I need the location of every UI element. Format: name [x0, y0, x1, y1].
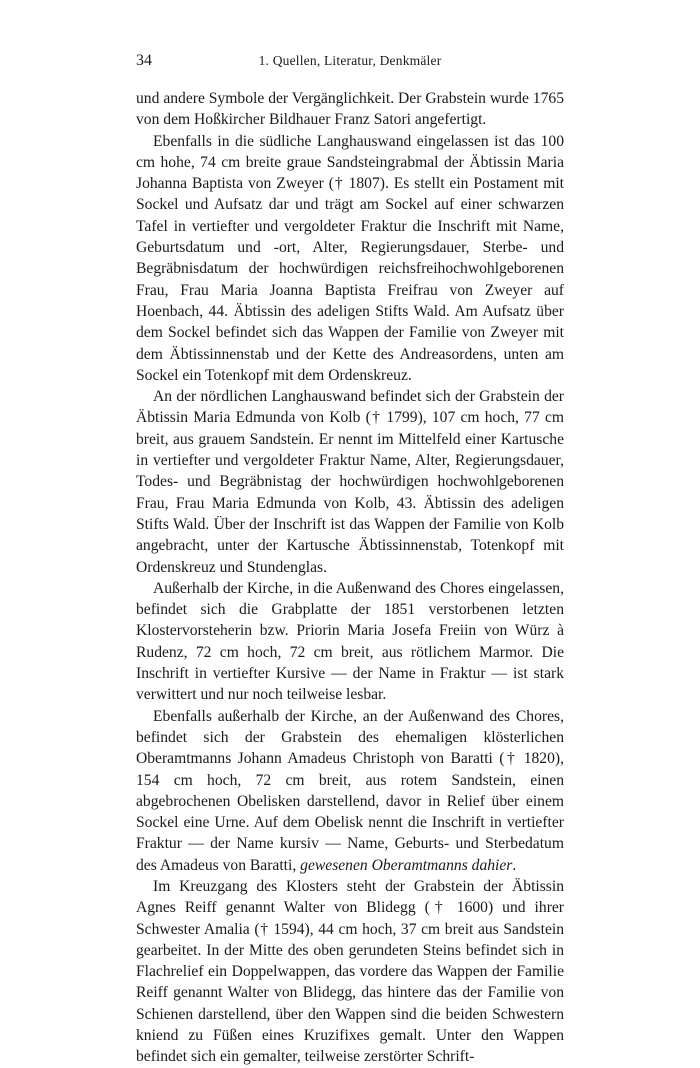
paragraph-text-end: .: [512, 856, 517, 874]
body-text: [136, 88, 564, 1068]
paragraph: und andere Symbole der Vergänglichkeit. Der Grabstein wurde 1765 von dem Hoßkircher Bildhauer Franz Satori angefertigt.: [136, 90, 564, 129]
page-header: [136, 52, 564, 74]
paragraph: Im Kreuzgang des Klosters steht der Grabstein der Äbtissin Agnes Reiff genannt Walter von Blidegg († 1600) und ihrer Schwester Amalia († 1594), 44 cm hoch, 37 cm breit aus Sandstein gearbeitet. In der Mitte des oben gerundeten Steins befindet sich in Flachrelief ein Doppelwappen, das vordere das Wappen der Familie Reiff genannt Walter von Blidegg, das hintere das der Familie von Schienen darstellend, über den Wappen sind die beiden Schwestern kniend zu Füßen eines Kruzifixes gemalt. Unter den Wappen befindet sich ein gemalter, teilweise zerstörter Schrift-: [136, 877, 564, 1066]
paragraph-text: Ebenfalls außerhalb der Kirche, an der Außenwand des Chores, befindet sich der Grabstein des ehemaligen klösterlichen Oberamtmanns Johann Amadeus Christoph von Baratti († 1820), 154 cm hoch, 72 cm breit, aus rotem Sandstein, einen abgebrochenen Obelisken darstellend, davor in Relief über einem Sockel eine Urne. Auf dem Obelisk nennt die Inschrift in vertiefter Fraktur — der Name kursiv — Name, Geburts- und Sterbedatum des Amadeus von Baratti,: [136, 707, 564, 874]
running-head: 1. Quellen, Literatur, Denkmäler: [258, 53, 442, 68]
paragraph: An der nördlichen Langhauswand befindet sich der Grabstein der Äbtissin Maria Edmunda von Kolb († 1799), 107 cm hoch, 77 cm breit, aus grauem Sandstein. Er nennt im Mittelfeld einer Kartusche in vertiefter und vergoldeter Fraktur Name, Alter, Regierungsdauer, Todes- und Begräbnistag der hochwürdigen hochwohlgeborenen Frau, Frau Maria Edmunda von Kolb, 43. Äbtissin des adeligen Stifts Wald. Über der Inschrift ist das Wappen der Familie von Kolb angebracht, unter der Kartusche Äbtissinnenstab, Totenkopf mit Ordenskreuz und Stundenglas.: [136, 388, 564, 576]
italic-emphasis: gewesenen Oberamtmanns dahier: [300, 856, 513, 874]
paragraph: Außerhalb der Kirche, in die Außenwand des Chores eingelassen, befindet sich die Grabplatte der 1851 verstorbenen letzten Klostervorsteherin bzw. Priorin Maria Josefa Freiin von Würz à Rudenz, 72 cm hoch, 72 cm breit, aus rötlichem Marmor. Die Inschrift in vertiefter Kursive — der Name in Fraktur — ist stark verwittert und nur noch teilweise lesbar.: [136, 579, 564, 704]
paragraph: [136, 706, 564, 876]
page-number: 34: [136, 52, 152, 69]
paragraph: Ebenfalls in die südliche Langhauswand eingelassen ist das 100 cm hohe, 74 cm breite graue Sandsteingrabmal der Äbtissin Maria Johanna Baptista von Zweyer († 1807). Es stellt ein Postament mit Sockel und Aufsatz dar und trägt am Sockel auf einer schwarzen Tafel in vertiefter und vergoldeter Fraktur die Inschrift mit Name, Geburtsdatum und -ort, Alter, Regierungsdauer, Sterbe- und Begräbnisdatum der hochwürdigen reichsfreihochwohlgeborenen Frau, Frau Maria Joanna Baptista Freifrau von Zweyer auf Hoenbach, 44. Äbtissin des adeligen Stifts Wald. Am Aufsatz über dem Sockel befindet sich das Wappen der Familie von Zweyer mit dem Äbtissinnenstab und der Kette des Andreasordens, unten am Sockel ein Totenkopf mit dem Ordenskreuz.: [136, 132, 564, 384]
